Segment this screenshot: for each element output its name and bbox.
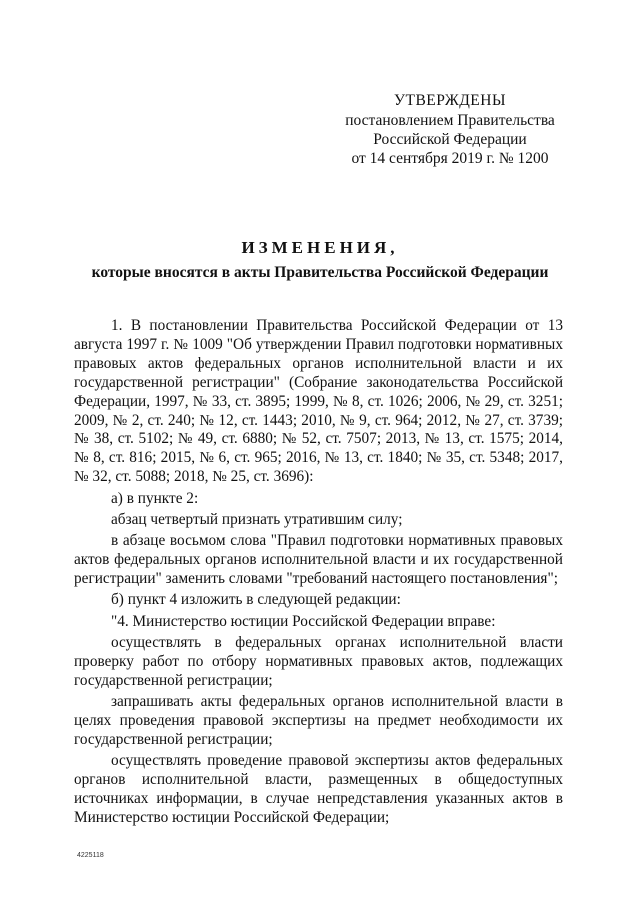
- document-body: [74, 317, 563, 830]
- approval-line-3: от 14 сентября 2019 г. № 1200: [351, 150, 549, 167]
- paragraph: а) в пункте 2:: [111, 489, 199, 507]
- paragraph: осуществлять в федеральных органах исполнительной власти проверку работ по отбору нормативных правовых актов, подлежащих государственной регистрации;: [74, 633, 563, 689]
- paragraph: 1. В постановлении Правительства Российской Федерации от 13 августа 1997 г. № 1009 "Об утверждении Правил подготовки нормативных правовых актов федеральных органов исполнительной власти и их государственной регистрации" (Собрание законодательства Российской Федерации, 1997, № 33, ст. 3895; 1999, № 8, ст. 1026; 2006, № 29, ст. 3251; 2009, № 2, ст. 240; № 12, ст. 1443; 2010, № 9, ст. 964; 2012, № 27, ст. 3739; № 38, ст. 5102; № 49, ст. 6880; № 52, ст. 7507; 2013, № 13, ст. 1575; 2014, № 8, ст. 816; 2015, № 6, ст. 965; 2016, № 13, ст. 1840; № 35, ст. 5348; 2017, № 32, ст. 5088; 2018, № 25, ст. 3696):: [74, 317, 563, 486]
- paragraph: абзац четвертый признать утратившим силу;: [111, 510, 403, 528]
- paragraph: осуществлять проведение правовой экспертизы актов федеральных органов исполнительной власти, размещенных в общедоступных источниках информации, в случае непредставления указанных актов в Министерство юстиции Российской Федерации;: [74, 752, 563, 826]
- document-subtitle: которые вносятся в акты Правительства Российской Федерации: [91, 264, 549, 281]
- paragraph: в абзаце восьмом слова "Правил подготовки нормативных правовых актов федеральных органов исполнительной власти и их государственной регистрации" заменить словами "требований настоящего постановления";: [74, 532, 563, 587]
- approval-line-1: постановлением Правительства: [345, 112, 555, 129]
- footer-document-code: 4225118: [77, 852, 104, 859]
- paragraph: б) пункт 4 изложить в следующей редакции:: [111, 591, 401, 609]
- approval-line-2: Российской Федерации: [373, 131, 527, 148]
- paragraph: запрашивать акты федеральных органов исполнительной власти в целях проведения правовой экспертизы на предмет необходимости их государственной регистрации;: [74, 692, 563, 748]
- document-title: ИЗМЕНЕНИЯ,: [241, 238, 399, 257]
- approval-stamp: [330, 91, 570, 168]
- paragraph: "4. Министерство юстиции Российской Федерации вправе:: [111, 612, 496, 630]
- approval-heading: УТВЕРЖДЕНЫ: [394, 92, 506, 109]
